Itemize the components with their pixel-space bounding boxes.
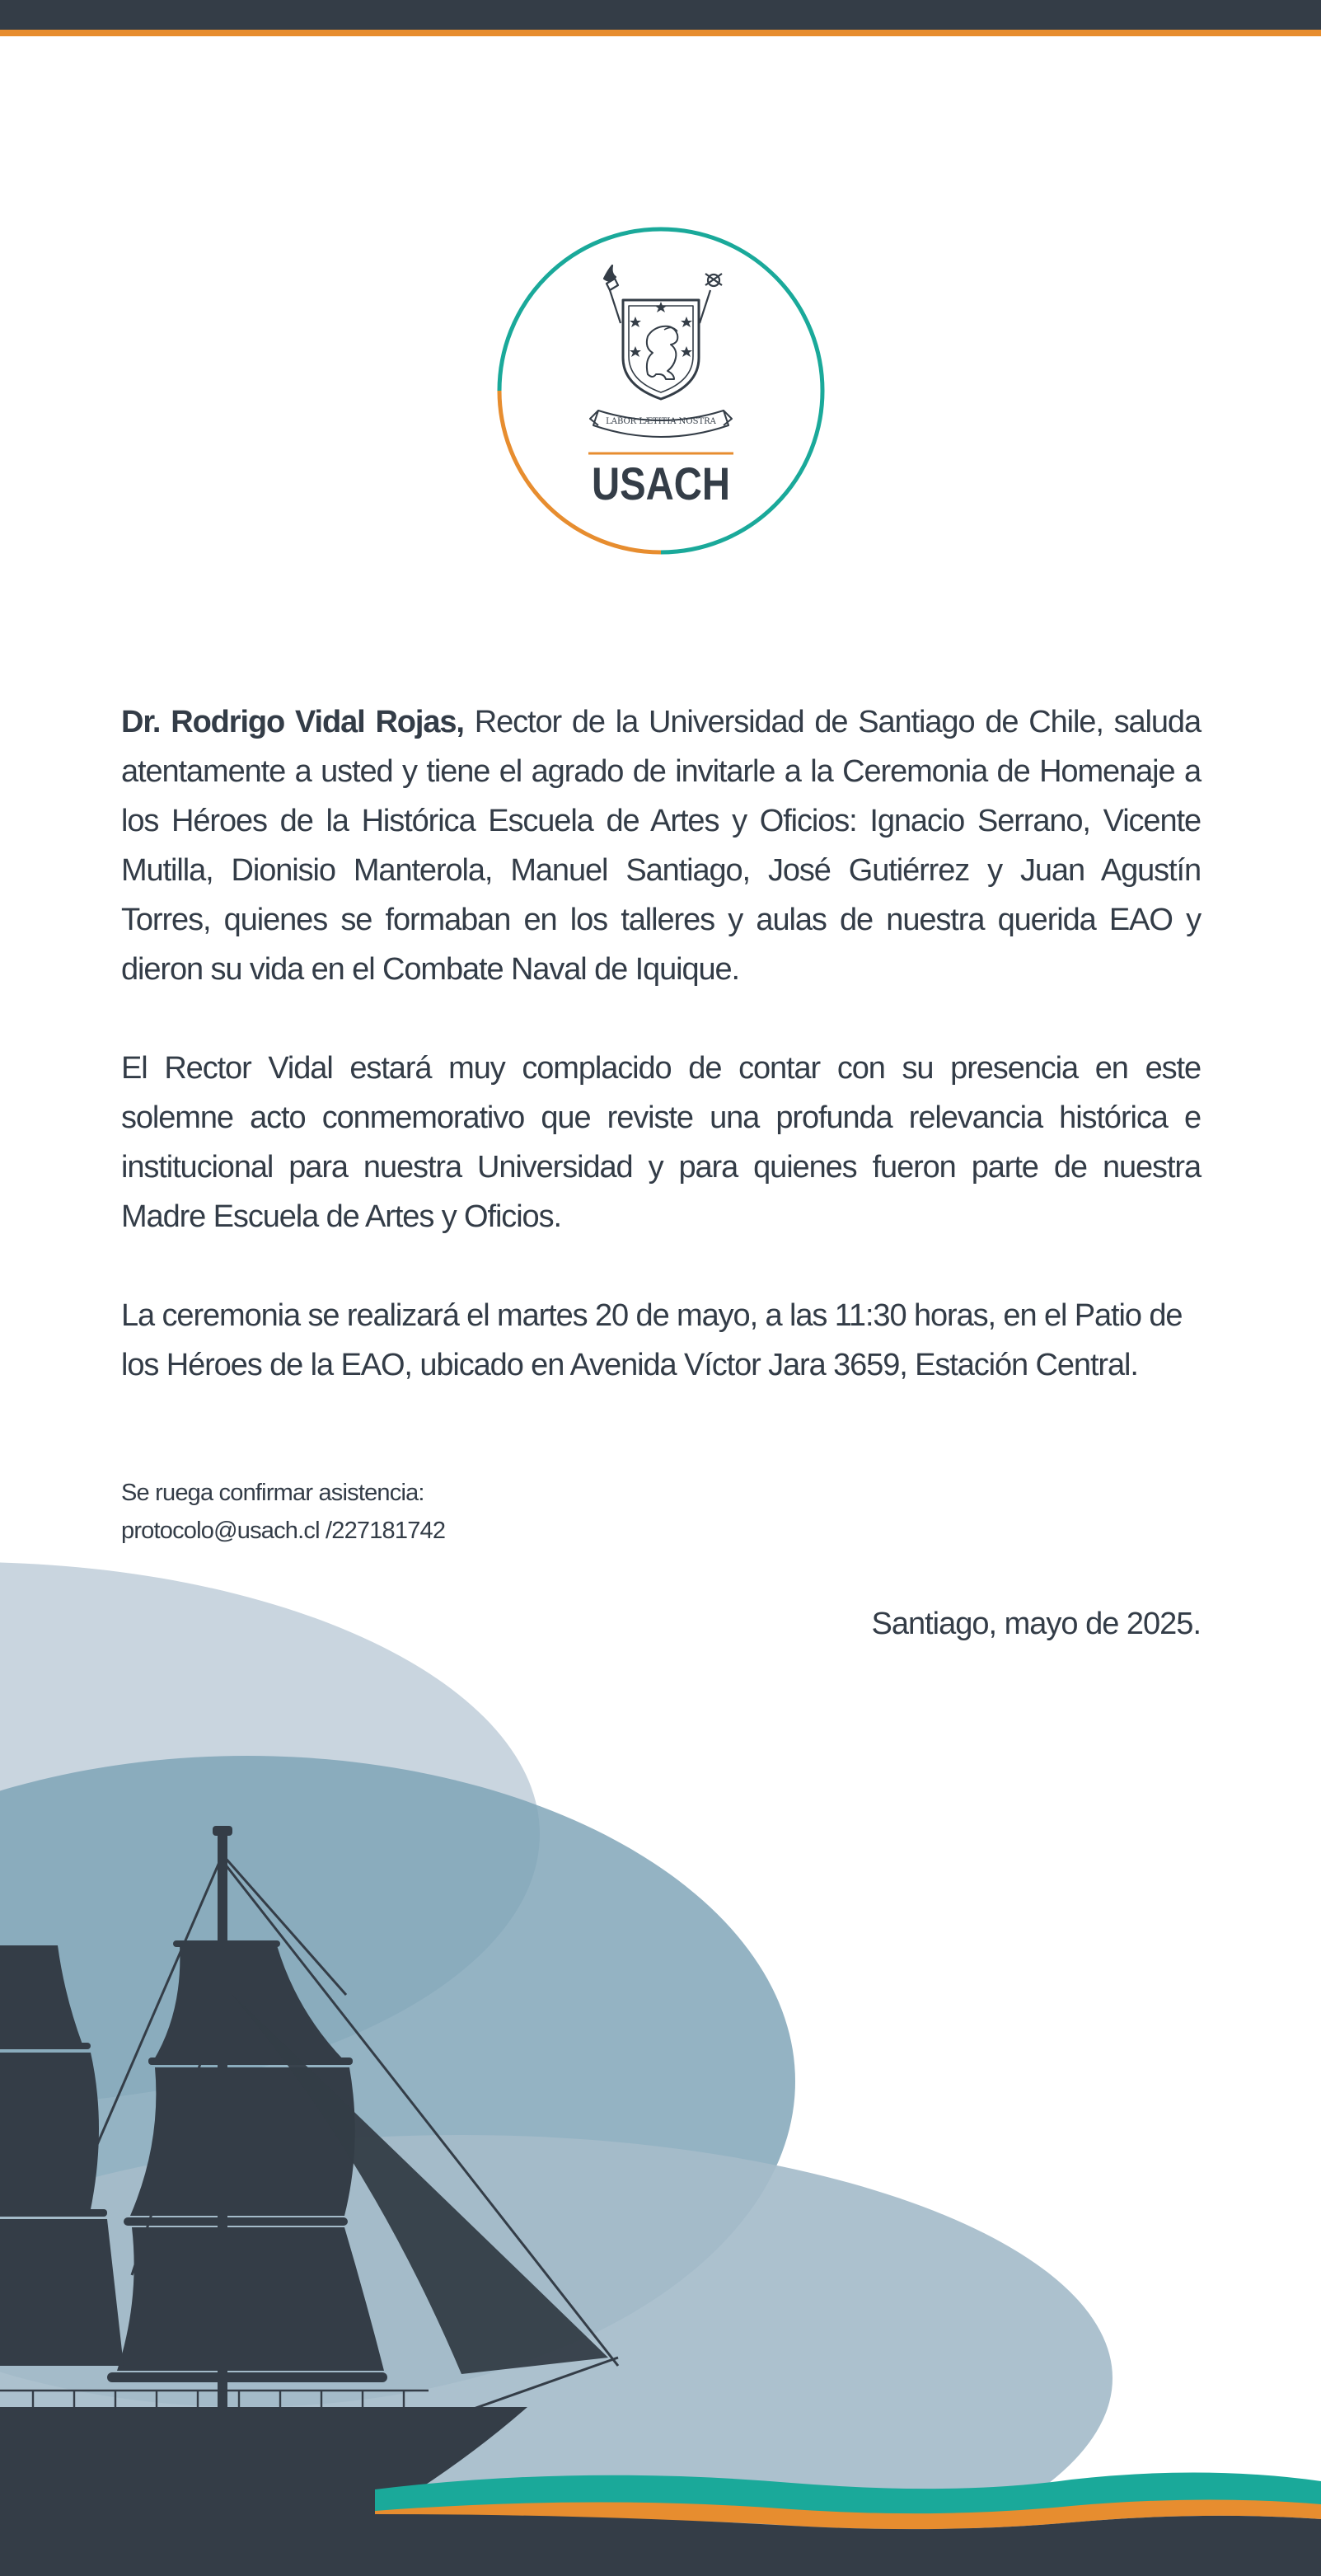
- rsvp-contact: protocolo@usach.cl /227181742: [121, 1518, 446, 1544]
- paragraph-1-text: Rector de la Universidad de Santiago de Chile, saluda atentamente a usted y tiene el agrado de invitarle a la Ceremonia de Homenaje a los Héroes de la Histórica Escuela de Artes y Oficios: Ignacio Serrano, Vicente Mutilla, Dionisio Manterola, Manuel Santiago, José Gutiérrez y Juan Agustín Torres, quienes se formaban en los talleres y aulas de nuestra querida EAO y dieron su vida en el Combate Naval de Iquique.: [121, 705, 1201, 987]
- letter-paragraph-3: La ceremonia se realizará el martes 20 de mayo, a las 11:30 horas, en el Patio de los Héroes de la EAO, ubicado en Avenida Víctor Jara 3659, Estación Central.: [121, 1298, 1183, 1382]
- ship-scene: [0, 1533, 1321, 2576]
- usach-logo: [494, 224, 827, 557]
- letter-paragraph-2: El Rector Vidal estará muy complacido de contar con su presencia en este solemne acto conmemorativo que reviste una profunda relevancia histórica e institucional para nuestra Universidad y para quienes fueron parte de nuestra Madre Escuela de Artes y Oficios.: [121, 1051, 1201, 1234]
- place-and-date: Santiago, mayo de 2025.: [871, 1607, 1201, 1641]
- invitation-letter: [121, 697, 1201, 1439]
- letter-paragraph-1: [121, 697, 1201, 994]
- sender-name: Dr. Rodrigo Vidal Rojas,: [121, 705, 464, 739]
- logo-motto: LABOR LÆTITIA NOSTRA: [606, 417, 716, 426]
- logo-name: USACH: [592, 457, 730, 509]
- university-coat-of-arms-icon: [590, 265, 732, 437]
- rsvp-label: Se ruega confirmar asistencia:: [121, 1480, 424, 1506]
- rsvp-block: [121, 1474, 445, 1550]
- top-bar: [0, 0, 1321, 30]
- sea-base: [0, 2514, 1321, 2576]
- top-bar-accent: [0, 30, 1321, 36]
